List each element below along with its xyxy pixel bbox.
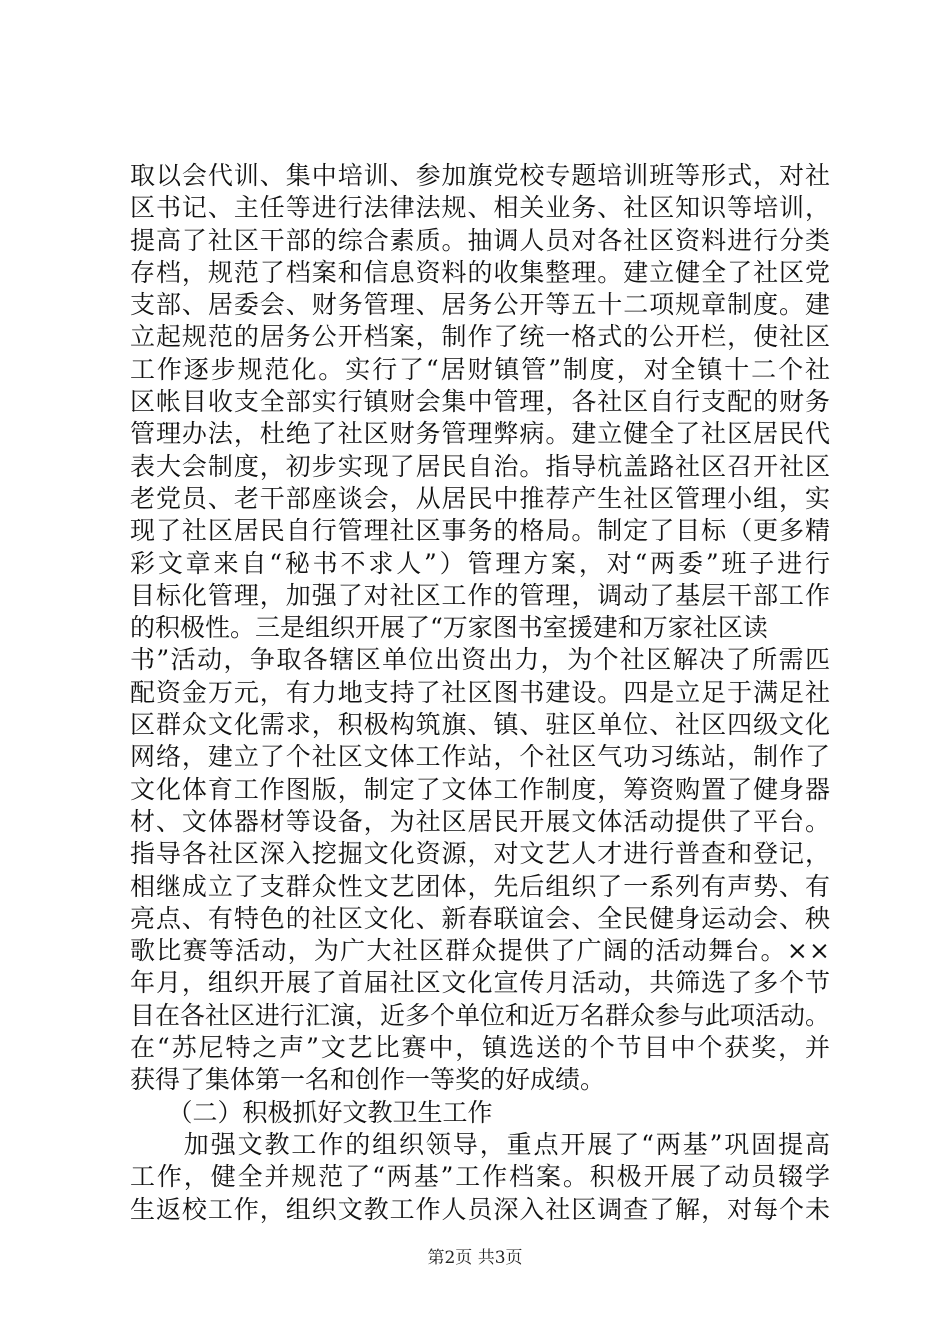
paragraph-line: 在“苏尼特之声”文艺比赛中，镇选送的个节目中个获奖，并: [130, 1033, 832, 1063]
paragraph-line: 指导各社区深入挖掘文化资源，对文艺人才进行普查和登记，: [130, 839, 831, 869]
paragraph-line: 加强文教工作的组织领导，重点开展了“两基”巩固提高: [130, 1129, 832, 1159]
paragraph-line: 管理办法，杜绝了社区财务管理弊病。建立健全了社区居民代: [130, 419, 831, 449]
paragraph-line: 书”活动，争取各辖区单位出资出力，为个社区解决了所需匹: [130, 645, 832, 675]
paragraph-line: 年月，组织开展了首届社区文化宣传月活动，共筛选了多个节: [130, 968, 831, 998]
paragraph-line: 相继成立了支群众性文艺团体，先后组织了一系列有声势、有: [130, 871, 831, 901]
paragraph-line: （二）积极抓好文教卫生工作: [130, 1097, 493, 1127]
paragraph-line: 提高了社区干部的综合素质。抽调人员对各社区资料进行分类: [130, 225, 831, 255]
paragraph-line: 获得了集体第一名和创作一等奖的好成绩。: [130, 1065, 606, 1095]
paragraph-line: 区帐目收支全部实行镇财会集中管理，各社区自行支配的财务: [130, 387, 831, 417]
paragraph-line: 材、文体器材等设备，为社区居民开展文体活动提供了平台。: [130, 806, 831, 836]
paragraph-line: 网络，建立了个社区文体工作站，个社区气功习练站，制作了: [130, 742, 831, 772]
paragraph-line: 亮点、有特色的社区文化、新春联谊会、全民健身运动会、秧: [130, 903, 831, 933]
paragraph-line: 立起规范的居务公开档案，制作了统一格式的公开栏，使社区: [130, 322, 831, 352]
paragraph-line: 工作逐步规范化。实行了“居财镇管”制度，对全镇十二个社: [130, 354, 832, 384]
paragraph-line: 表大会制度，初步实现了居民自治。指导杭盖路社区召开社区: [130, 451, 831, 481]
paragraph-line: 文化体育工作图版，制定了文体工作制度，筹资购置了健身器: [130, 774, 831, 804]
paragraph-line: 现了社区居民自行管理社区事务的格局。制定了目标（更多精: [130, 516, 831, 546]
paragraph-line: 生返校工作，组织文教工作人员深入社区调查了解，对每个未: [130, 1194, 831, 1224]
paragraph-line: 老党员、老干部座谈会，从居民中推荐产生社区管理小组，实: [130, 483, 831, 513]
paragraph-line: 彩文章来自“秘书不求人”）管理方案，对“两委”班子进行: [130, 548, 833, 578]
page-number-footer: 第2页 共3页: [427, 1248, 523, 1268]
paragraph-line: 存档，规范了档案和信息资料的收集整理。建立健全了社区党: [130, 257, 831, 287]
paragraph-line: 目标化管理，加强了对社区工作的管理，调动了基层干部工作: [130, 580, 831, 610]
paragraph-line: 区书记、主任等进行法律法规、相关业务、社区知识等培训，: [130, 193, 831, 223]
paragraph-line: 取以会代训、集中培训、参加旗党校专题培训班等形式，对社: [130, 161, 831, 190]
document-body: [130, 160, 833, 1226]
paragraph-line: 工作，健全并规范了“两基”工作档案。积极开展了动员辍学: [130, 1162, 832, 1192]
paragraph-line: 配资金万元，有力地支持了社区图书建设。四是立足于满足社: [130, 677, 831, 707]
paragraph-line: 的积极性。三是组织开展了“万家图书室援建和万家社区读: [130, 613, 768, 643]
paragraph-line: 区群众文化需求，积极构筑旗、镇、驻区单位、社区四级文化: [130, 710, 831, 740]
paragraph-line: 目在各社区进行汇演，近多个单位和近万名群众参与此项活动。: [130, 1000, 830, 1030]
paragraph-line: 歌比赛等活动，为广大社区群众提供了广阔的活动舞台。××: [130, 936, 832, 966]
paragraph-line: 支部、居委会、财务管理、居务公开等五十二项规章制度。建: [130, 290, 831, 320]
